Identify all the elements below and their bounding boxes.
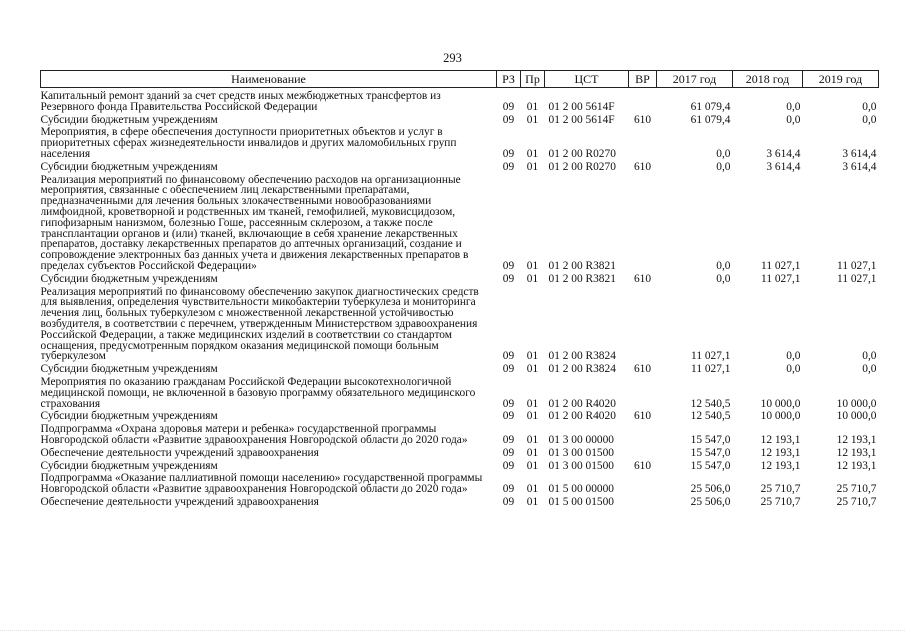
row-cst: 01 5 00 01500	[548, 495, 614, 508]
table-row	[41, 496, 879, 509]
row-cst: 01 2 00 R3821	[548, 272, 616, 285]
row-2018: 12 193,1	[760, 433, 801, 446]
row-pr: 01	[526, 410, 539, 423]
row-rz: 09	[502, 259, 515, 272]
row-2019: 3 614,4	[842, 160, 877, 173]
row-vr	[629, 174, 657, 273]
row-2019: 0,0	[862, 100, 877, 113]
row-2018: 11 027,1	[761, 272, 801, 285]
table-row	[41, 447, 879, 460]
row-name: Субсидии бюджетным учреждениям	[40, 459, 218, 472]
row-rz: 09	[502, 446, 515, 459]
budget-table	[40, 70, 879, 509]
row-rz: 09	[502, 459, 515, 472]
row-name: Субсидии бюджетным учреждениям	[40, 160, 218, 173]
row-2019: 10 000,0	[836, 410, 877, 423]
row-name: Подпрограмма «Оказание паллиативной помощи населению» государственной программы Новгородской области «Развитие здравоохранения Новгородской области до 2020 года»	[40, 472, 483, 496]
row-cst: 01 2 00 R4020	[548, 397, 616, 410]
row-2017: 0,0	[716, 160, 731, 173]
row-cst: 01 2 00 5614F	[548, 100, 615, 113]
row-2019: 25 710,7	[836, 495, 877, 508]
row-2019: 12 193,1	[836, 446, 877, 459]
row-rz: 09	[502, 410, 515, 423]
row-vr: 610	[633, 459, 652, 472]
row-vr: 610	[633, 363, 652, 376]
row-name: Подпрограмма «Охрана здоровья матери и ребенка» государственной программы Новгородской области «Развитие здравоохранения Новгородской области до 2020 года»	[40, 423, 468, 446]
row-vr: 610	[633, 160, 652, 173]
row-2018: 0,0	[786, 100, 801, 113]
row-2017: 11 027,1	[691, 363, 731, 376]
row-vr	[629, 126, 657, 160]
row-cst: 01 3 00 01500	[548, 446, 614, 459]
row-pr: 01	[526, 495, 539, 508]
table-row	[41, 88, 879, 114]
table-row	[41, 114, 879, 127]
row-rz: 09	[502, 350, 515, 363]
row-name: Субсидии бюджетным учреждениям	[40, 272, 218, 285]
row-vr	[629, 376, 657, 410]
row-name: Субсидии бюджетным учреждениям	[40, 113, 218, 126]
table-row	[41, 286, 879, 364]
row-vr	[629, 472, 657, 496]
row-pr: 01	[526, 272, 539, 285]
row-2018: 0,0	[786, 350, 801, 363]
row-2018: 10 000,0	[760, 410, 801, 423]
row-2017: 0,0	[716, 147, 731, 160]
row-2017: 15 547,0	[690, 459, 731, 472]
header-2017: 2017 год	[657, 71, 733, 88]
row-cst: 01 5 00 00000	[548, 483, 614, 496]
table-row	[41, 472, 879, 496]
table-row	[41, 126, 879, 160]
row-2018: 3 614,4	[766, 147, 801, 160]
row-rz: 09	[502, 363, 515, 376]
row-pr: 01	[526, 433, 539, 446]
row-pr: 01	[526, 350, 539, 363]
header-pr: Пр	[521, 71, 545, 88]
row-pr: 01	[526, 446, 539, 459]
row-name: Мероприятия по оказанию гражданам Российской Федерации высокотехнологичной медицинской помощи, не включенной в базовую программу обязательного медицинского страхования	[40, 375, 476, 410]
table-row	[41, 363, 879, 376]
row-cst: 01 2 00 R3824	[548, 350, 616, 363]
table-row	[41, 161, 879, 174]
row-2017: 25 506,0	[690, 483, 731, 496]
scan-edge-divider	[0, 630, 905, 632]
row-vr	[629, 496, 657, 509]
row-name: Субсидии бюджетным учреждениям	[40, 363, 218, 376]
row-2017: 61 079,4	[690, 113, 731, 126]
row-2019: 10 000,0	[836, 397, 877, 410]
row-vr: 610	[633, 113, 652, 126]
row-cst: 01 3 00 01500	[548, 459, 614, 472]
row-rz: 09	[502, 483, 515, 496]
row-cst: 01 2 00 5614F	[548, 113, 615, 126]
row-2017: 0,0	[716, 259, 731, 272]
row-cst: 01 2 00 R0270	[548, 160, 616, 173]
row-2018: 12 193,1	[760, 459, 801, 472]
row-2018: 12 193,1	[760, 446, 801, 459]
row-rz: 09	[502, 495, 515, 508]
row-vr: 610	[633, 410, 652, 423]
row-rz: 09	[502, 272, 515, 285]
row-name: Реализация мероприятий по финансовому обеспечению расходов на организационные мероприятия, связанные с обеспечением лиц лекарственными препаратами, предназначенными для лечения больных злокачественными новообразованиями лимфоидной, кроветворной и родственных им тканей, гемофилией, муковисцидозом, гипофизарным нанизмом, болезнью Гоше, рассеянным склерозом, а также после трансплантации органов и (или) тканей, включающие в себя хранение лекарственных препаратов, доставку лекарственных препаратов до аптечных организаций, создание и сопровождение электронных баз данных учета и движения лекарственных препаратов в пределах субъектов Российской Федерации»	[40, 173, 469, 272]
row-vr: 610	[633, 272, 652, 285]
row-rz: 09	[502, 397, 515, 410]
row-2019: 0,0	[862, 113, 877, 126]
row-2019: 0,0	[862, 363, 877, 376]
row-2017: 0,0	[716, 272, 731, 285]
table-row	[41, 174, 879, 273]
row-pr: 01	[526, 397, 539, 410]
header-2018: 2018 год	[733, 71, 803, 88]
table-header-row	[41, 71, 879, 88]
row-2019: 3 614,4	[842, 147, 877, 160]
row-2017: 15 547,0	[690, 446, 731, 459]
row-2018: 0,0	[786, 363, 801, 376]
header-vr: ВР	[629, 71, 657, 88]
row-pr: 01	[526, 363, 539, 376]
table-row	[41, 460, 879, 473]
row-pr: 01	[526, 459, 539, 472]
row-name: Капитальный ремонт зданий за счет средств иных межбюджетных трансфертов из Резервного фонда Правительства Российской Федерации	[40, 90, 441, 113]
header-cst: ЦСТ	[545, 71, 629, 88]
row-vr	[629, 447, 657, 460]
row-2018: 3 614,4	[766, 160, 801, 173]
row-cst: 01 3 00 00000	[548, 433, 614, 446]
row-name: Субсидии бюджетным учреждениям	[40, 410, 218, 423]
row-2018: 11 027,1	[761, 259, 801, 272]
row-rz: 09	[502, 113, 515, 126]
page-number: 293	[443, 51, 462, 65]
row-2017: 12 540,5	[690, 410, 731, 423]
row-2018: 10 000,0	[760, 397, 801, 410]
row-2018: 0,0	[786, 113, 801, 126]
row-2019: 25 710,7	[836, 483, 877, 496]
row-2018: 25 710,7	[760, 495, 801, 508]
header-rz: РЗ	[497, 71, 521, 88]
row-pr: 01	[526, 100, 539, 113]
row-2018: 25 710,7	[760, 483, 801, 496]
header-name: Наименование	[41, 71, 497, 88]
row-vr	[629, 423, 657, 447]
row-rz: 09	[502, 160, 515, 173]
row-2017: 11 027,1	[691, 350, 731, 363]
row-2019: 12 193,1	[836, 459, 877, 472]
table-row	[41, 423, 879, 447]
row-rz: 09	[502, 100, 515, 113]
row-name: Обеспечение деятельности учреждений здравоохранения	[40, 446, 319, 459]
row-pr: 01	[526, 147, 539, 160]
row-2019: 11 027,1	[837, 259, 877, 272]
row-2017: 15 547,0	[690, 433, 731, 446]
row-rz: 09	[502, 433, 515, 446]
table-row	[41, 376, 879, 410]
row-vr	[629, 286, 657, 364]
row-2017: 61 079,4	[690, 100, 731, 113]
row-name: Обеспечение деятельности учреждений здравоохранения	[40, 495, 319, 508]
row-pr: 01	[526, 113, 539, 126]
row-2019: 12 193,1	[836, 433, 877, 446]
row-name: Мероприятия, в сфере обеспечения доступности приоритетных объектов и услуг в приоритетных сферах жизнедеятельности инвалидов и других маломобильных групп населения	[40, 126, 457, 160]
row-pr: 01	[526, 160, 539, 173]
row-2019: 11 027,1	[837, 272, 877, 285]
header-2019: 2019 год	[803, 71, 879, 88]
row-vr	[629, 88, 657, 114]
row-cst: 01 2 00 R3824	[548, 363, 616, 376]
row-2017: 25 506,0	[690, 495, 731, 508]
row-cst: 01 2 00 R4020	[548, 410, 616, 423]
table-row	[41, 273, 879, 286]
row-2017: 12 540,5	[690, 397, 731, 410]
table-row	[41, 410, 879, 423]
row-name: Реализация мероприятий по финансовому обеспечению закупок диагностических средств для выявления, определения чувствительности микобактерии туберкулеза и мониторинга лечения лиц, больных туберкулезом с множественной лекарственной устойчивостью возбудителя, в соответствии с перечнем, утвержденным Министерством здравоохранения Российской Федерации, а также медицинских изделий в соответствии со стандартом оснащения, предусмотренным порядком оказания медицинской помощи больным туберкулезом	[40, 285, 479, 363]
row-pr: 01	[526, 483, 539, 496]
row-2019: 0,0	[862, 350, 877, 363]
row-cst: 01 2 00 R3821	[548, 259, 616, 272]
row-pr: 01	[526, 259, 539, 272]
row-rz: 09	[502, 147, 515, 160]
row-cst: 01 2 00 R0270	[548, 147, 616, 160]
